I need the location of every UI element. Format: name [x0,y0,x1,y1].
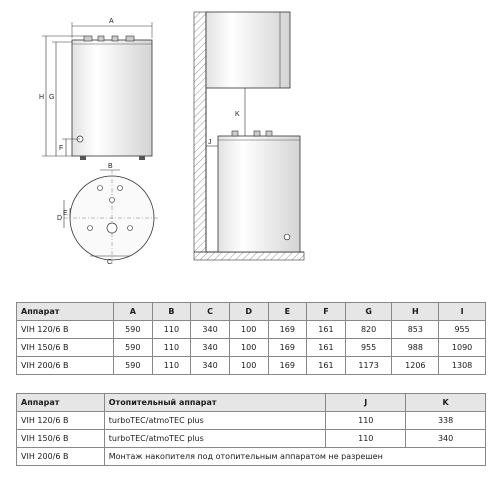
table-cell: 590 [114,339,153,357]
table-cell: 1090 [439,339,486,357]
table-cell: 590 [114,357,153,375]
label-b: B [108,163,113,170]
table-cell: 338 [406,412,486,430]
table-row [17,321,486,339]
table-row [17,339,486,357]
table-cell: 1308 [439,357,486,375]
table-cell: 100 [229,321,268,339]
table-cell: 169 [268,339,307,357]
column-header: Аппарат [17,394,105,412]
table-cell: 340 [191,339,230,357]
column-header: Аппарат [17,303,114,321]
table-cell: 110 [152,321,191,339]
table-row [17,357,486,375]
table-cell: VIH 150/6 B [17,430,105,448]
table-cell: 161 [307,357,346,375]
column-header: F [307,303,346,321]
label-d: D [57,215,63,222]
dimensions-table [16,302,486,375]
column-header: C [191,303,230,321]
table-cell: 1173 [345,357,392,375]
table-cell: 100 [229,357,268,375]
table-cell: VIH 200/6 B [17,357,114,375]
column-header: E [268,303,307,321]
tank-front-view [39,18,152,160]
table-cell: 1206 [392,357,439,375]
table-cell: turboTEC/atmoTEC plus [104,412,326,430]
installation-view [194,12,304,260]
table-cell: VIH 150/6 B [17,339,114,357]
label-c: C [107,259,113,266]
table-cell: 169 [268,357,307,375]
table-cell: 820 [345,321,392,339]
table-cell: 100 [229,339,268,357]
column-header: J [326,394,406,412]
heaters-table [16,393,486,466]
table-cell: VIH 120/6 B [17,412,105,430]
table-cell: 110 [326,412,406,430]
table-header-row [17,394,486,412]
table-cell: 110 [152,357,191,375]
label-a: A [109,18,114,25]
column-header: B [152,303,191,321]
table-cell: 161 [307,321,346,339]
column-header: D [229,303,268,321]
table-cell: 340 [191,321,230,339]
column-header: I [439,303,486,321]
installation-note: Монтаж накопителя под отопительным аппаратом не разрешен [104,448,485,466]
label-g: G [49,94,55,101]
label-j: J [208,139,212,146]
table-cell: 955 [439,321,486,339]
table-header-row [17,303,486,321]
column-header: G [345,303,392,321]
table-cell: 110 [152,339,191,357]
table-cell: 110 [326,430,406,448]
table-cell: 853 [392,321,439,339]
table-cell: 955 [345,339,392,357]
table-cell: 161 [307,339,346,357]
tank-top-view [57,163,160,266]
column-header: A [114,303,153,321]
label-f: F [59,145,64,152]
label-e: E [63,210,68,217]
table-cell: 340 [406,430,486,448]
table-cell: turboTEC/atmoTEC plus [104,430,326,448]
column-header: K [406,394,486,412]
label-k: K [235,111,240,118]
column-header: H [392,303,439,321]
table-cell: 340 [191,357,230,375]
table-cell: 988 [392,339,439,357]
table-row [17,448,486,466]
column-header: Отопительный аппарат [104,394,326,412]
table-cell: VIH 120/6 B [17,321,114,339]
table-cell: 169 [268,321,307,339]
table-row [17,412,486,430]
table-cell: VIH 200/6 B [17,448,105,466]
label-h: H [39,94,45,101]
table-row [17,430,486,448]
table-cell: 590 [114,321,153,339]
